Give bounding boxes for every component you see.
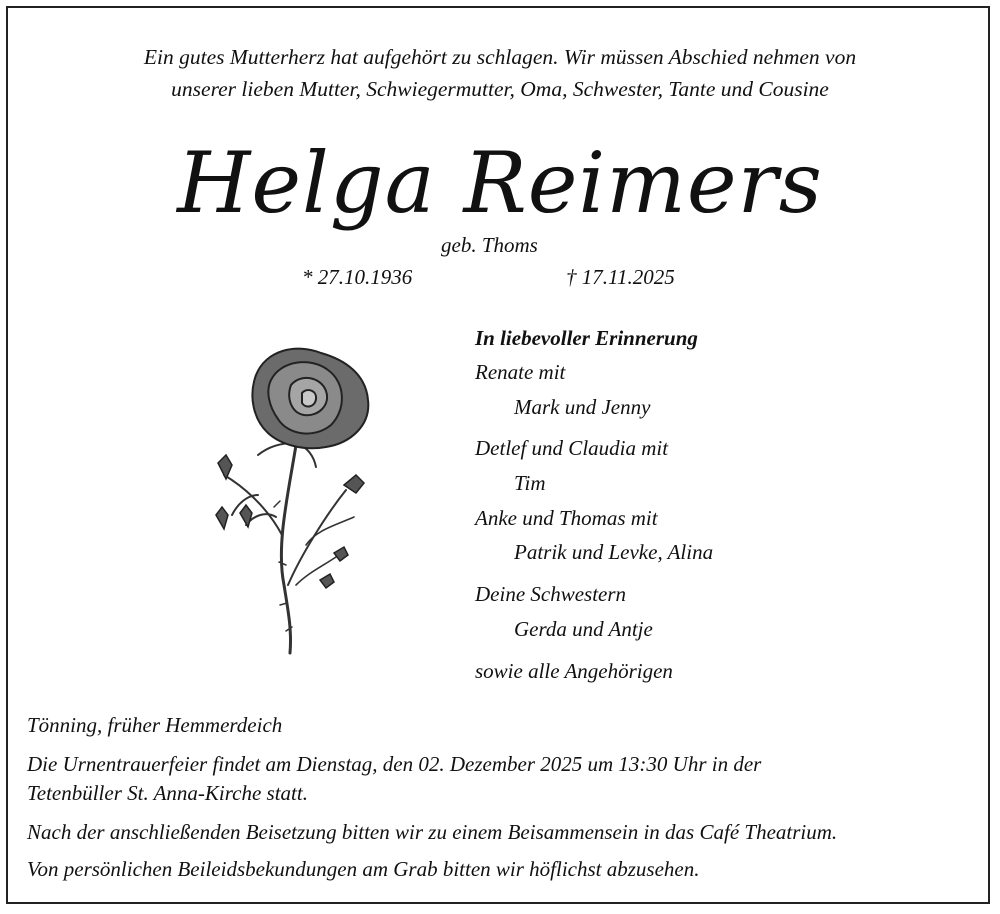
mourners-heading: In liebevoller Erinnerung [475, 326, 698, 350]
place-line: Tönning, früher Hemmerdeich [27, 713, 283, 737]
mourner-line: Tim [514, 471, 546, 495]
mourner-line: Detlef und Claudia mit [475, 436, 669, 460]
rose-icon [196, 335, 386, 665]
ceremony-line-1: Die Urnentrauerfeier findet am Dienstag, den 02. Dezember 2025 um 13:30 Uhr in der [27, 752, 762, 776]
ceremony-line-2: Tetenbüller St. Anna-Kirche statt. [27, 781, 308, 805]
intro-line-2: unserer lieben Mutter, Schwiegermutter, Oma, Schwester, Tante und Cousine [171, 77, 829, 101]
death-date: † 17.11.2025 [566, 265, 675, 289]
gathering-line: Nach der anschließenden Beisetzung bitten wir zu einem Beisammensein in das Café Theatrium. [27, 820, 838, 844]
mourner-line: Anke und Thomas mit [475, 506, 658, 530]
intro-line-1: Ein gutes Mutterherz hat aufgehört zu schlagen. Wir müssen Abschied nehmen von [143, 45, 857, 69]
mourner-line: Mark und Jenny [514, 395, 651, 419]
mourner-line: Deine Schwestern [475, 582, 627, 606]
mourner-line: Gerda und Antje [514, 617, 653, 641]
condolences-line: Von persönlichen Beileidsbekundungen am Grab bitten wir höflichst abzusehen. [27, 857, 700, 881]
mourner-line: Renate mit [475, 360, 566, 384]
deceased-name: Helga Reimers [177, 134, 823, 232]
mourner-line: Patrik und Levke, Alina [514, 540, 714, 564]
birth-date: * 27.10.1936 [302, 265, 413, 289]
maiden-name: geb. Thoms [441, 233, 538, 257]
mourner-line: sowie alle Angehörigen [475, 659, 673, 683]
